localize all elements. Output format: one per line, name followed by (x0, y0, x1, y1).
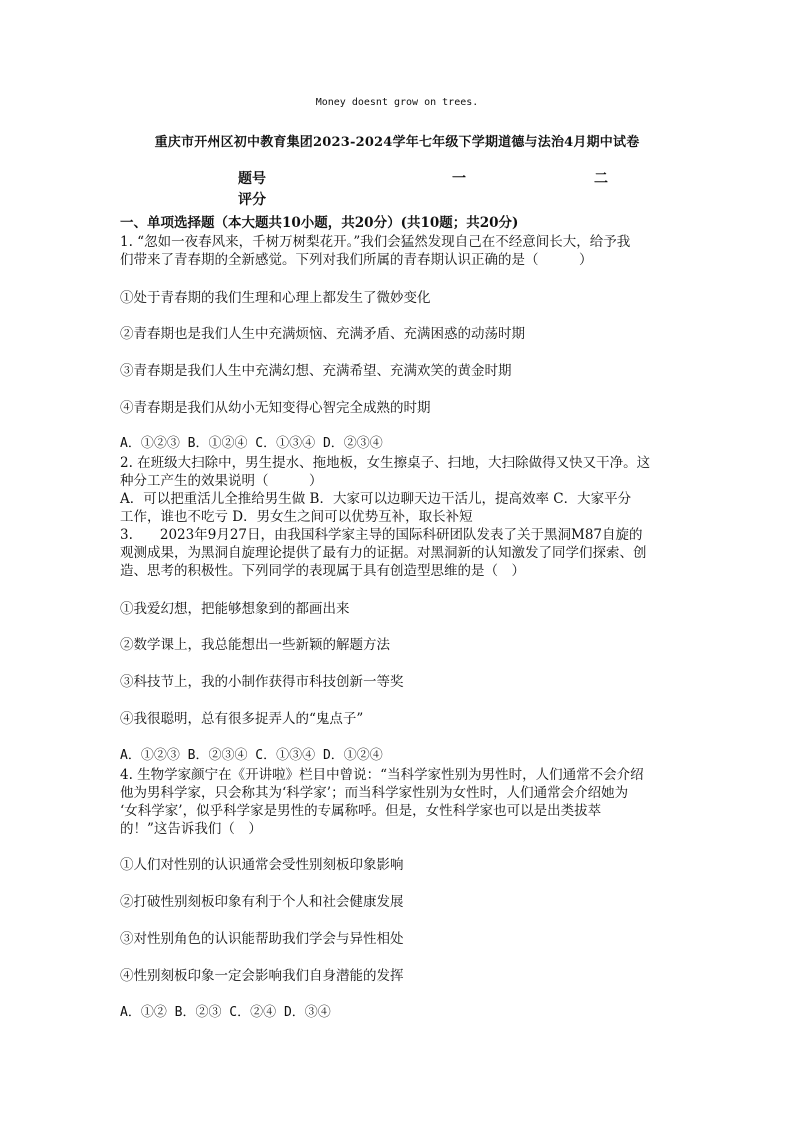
page-motto: Money doesnt grow on trees. (315, 97, 479, 108)
question-4-statement-3: ③对性别角色的认识能帮助我们学会与异性相处 (120, 931, 404, 947)
question-2-choices-line-2: 工作，谁也不吃亏 D．男女生之间可以优势互补，取长补短 (120, 509, 473, 525)
score-table-col-2: 二 (594, 171, 608, 187)
section-title: 一、单项选择题（本大题共10小题，共20分）(共10题；共20分) (120, 215, 519, 231)
question-3-stem-line-1: 3. 2023年9月27日，由我国科学家主导的国际科研团队发表了关于黑洞M87自旋的 (120, 527, 643, 543)
question-4-stem-line-4: 的！”这告诉我们（ ） (120, 821, 262, 837)
question-1-stem-line-1: 1. “忽如一夜春风来，千树万树梨花开。”我们会猛然发现自己在不经意间长大，给予我 (120, 234, 631, 250)
question-4-stem-line-1: 4. 生物学家颜宁在《开讲啦》栏目中曾说：“当科学家性别为男性时，人们通常不会介绍 (120, 767, 644, 783)
question-1-statement-2: ②青春期也是我们人生中充满烦恼、充满矛盾、充满困惑的动荡时期 (120, 326, 525, 342)
question-4-stem-line-2: 他为男科学家，只会称其为‘科学家’；而当科学家性别为女性时，人们通常会介绍她为 (120, 785, 629, 801)
question-4-statement-2: ②打破性别刻板印象有利于个人和社会健康发展 (120, 894, 404, 910)
question-1-statement-1: ①处于青春期的我们生理和心理上都发生了微妙变化 (120, 290, 431, 306)
question-1-stem-line-2: 们带来了青春期的全新感觉。下列对我们所属的青春期认识正确的是（ ） (120, 252, 593, 268)
question-4-statement-1: ①人们对性别的认识通常会受性别刻板印象影响 (120, 857, 404, 873)
question-2-stem-line-2: 种分工产生的效果说明（ ） (120, 473, 323, 489)
question-1-statement-3: ③青春期是我们人生中充满幻想、充满希望、充满欢笑的黄金时期 (120, 363, 512, 379)
score-table-row-label-question: 题号 (238, 171, 266, 187)
question-3-statement-3: ③科技节上，我的小制作获得市科技创新一等奖 (120, 674, 404, 690)
question-3-stem-line-2: 观测成果，为黑洞自旋理论提供了最有力的证据。对黑洞新的认知激发了同学们探索、创 (120, 545, 647, 561)
exam-title: 重庆市开州区初中教育集团2023-2024学年七年级下学期道德与法治4月期中试卷 (154, 135, 640, 150)
question-4-choices: A．①② B．②③ C．②④ D．③④ (120, 1005, 331, 1020)
question-1-choices: A．①②③ B．①②④ C．①③④ D．②③④ (120, 436, 383, 451)
question-4-statement-4: ④性别刻板印象一定会影响我们自身潜能的发挥 (120, 968, 404, 984)
question-3-statement-2: ②数学课上，我总能想出一些新颖的解题方法 (120, 637, 390, 653)
question-3-choices: A．①②③ B．②③④ C．①③④ D．①②④ (120, 748, 383, 763)
question-3-statement-1: ①我爱幻想，把能够想象到的都画出来 (120, 601, 350, 617)
question-2-stem-line-1: 2. 在班级大扫除中，男生提水、拖地板，女生擦桌子、扫地，大扫除做得又快又干净。这 (120, 455, 651, 471)
question-1-statement-4: ④青春期是我们从幼小无知变得心智完全成熟的时期 (120, 400, 431, 416)
question-3-statement-4: ④我很聪明，总有很多捉弄人的“鬼点子” (120, 711, 364, 727)
question-2-choices-line-1: A．可以把重活儿全推给男生做 B．大家可以边聊天边干活儿，提高效率 C．大家平分 (120, 491, 632, 507)
score-table-row-label-score: 评分 (238, 192, 266, 208)
score-table-col-1: 一 (452, 171, 466, 187)
question-4-stem-line-3: ‘女科学家’，似乎科学家是男性的专属称呼。但是，女性科学家也可以是出类拔萃 (120, 803, 602, 819)
question-3-stem-line-3: 造、思考的积极性。下列同学的表现属于具有创造型思维的是（ ） (120, 563, 525, 579)
